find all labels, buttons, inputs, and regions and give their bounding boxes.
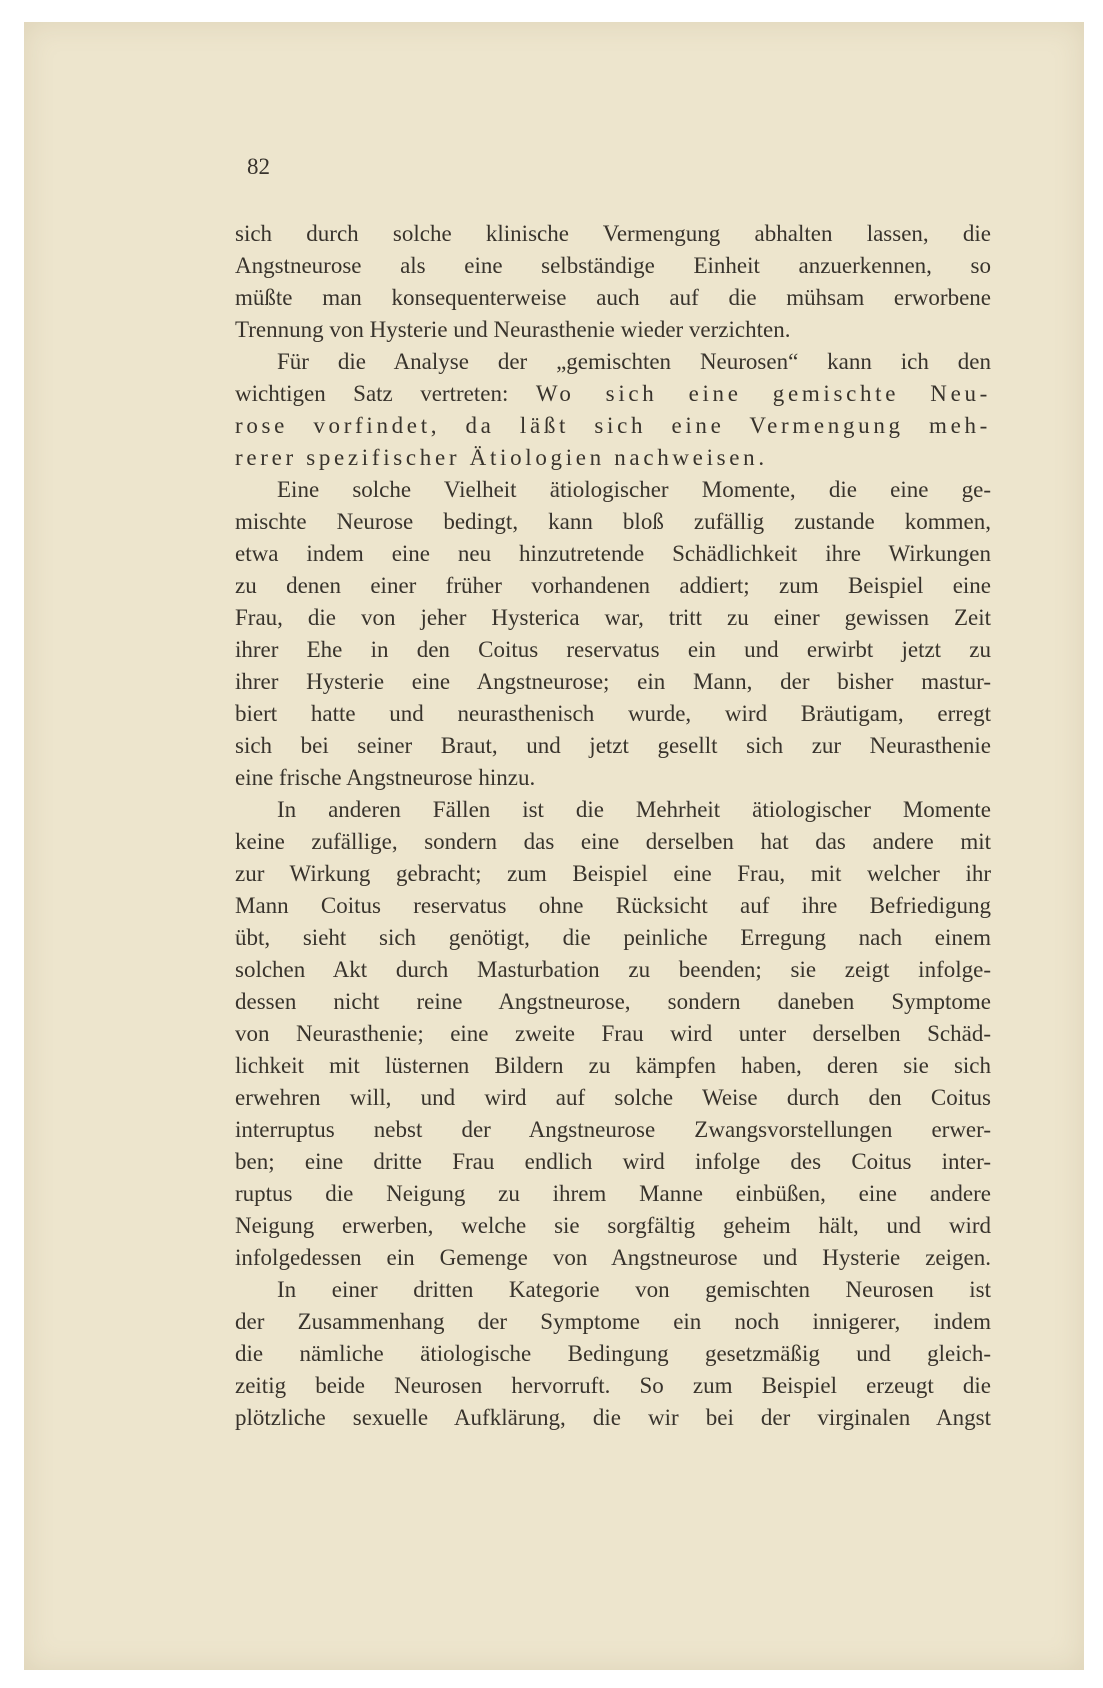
text-line [235,538,991,570]
text-line [235,890,991,922]
line-text: lichkeit mit lüsternen Bildern zu kämpfen haben, deren sie sich [235,1053,991,1078]
text-line [235,698,991,730]
text-line [235,1082,991,1114]
line-text: übt, sieht sich genötigt, die peinliche Erregung nach einem [235,925,991,950]
line-text: plötzliche sexuelle Aufklärung, die wir bei der virginalen Angst [235,1405,991,1430]
text-line [235,1242,991,1274]
text-line [235,826,991,858]
text-line [235,1018,991,1050]
line-text: sich durch solche klinische Vermengung abhalten lassen, die [235,221,991,246]
text-line [235,218,991,250]
body-text [235,218,991,1434]
line-text: zu denen einer früher vorhandenen addiert; zum Beispiel eine [235,573,991,598]
line-text: Mann Coitus reservatus ohne Rücksicht auf ihre Befriedigung [235,893,991,918]
line-text: Angstneurose als eine selbständige Einheit anzuerkennen, so [235,253,991,278]
line-text: die nämliche ätiologische Bedingung gesetzmäßig und gleich- [235,1341,991,1366]
text-line [235,858,991,890]
line-text: In einer dritten Kategorie von gemischten Neurosen ist [277,1277,991,1302]
text-line [235,250,991,282]
text-line [235,1114,991,1146]
line-text: dessen nicht reine Angstneurose, sondern daneben Symptome [235,989,991,1014]
page-number: 82 [247,154,270,179]
text-line [235,1274,991,1306]
text-line [235,442,991,474]
emphasized-text: Wo sich eine gemischte Neu- [535,381,991,406]
text-line [235,346,991,378]
text-line [235,570,991,602]
line-text: interruptus nebst der Angstneurose Zwangsvorstellungen erwer- [235,1117,991,1142]
text-line [235,730,991,762]
text-line [235,634,991,666]
line-text: Neigung erwerben, welche sie sorgfältig geheim hält, und wird [235,1213,991,1238]
line-text: Trennung von Hysterie und Neurasthenie wieder verzichten. [235,317,791,342]
text-line [235,1370,991,1402]
line-text: zur Wirkung gebracht; zum Beispiel eine Frau, mit welcher ihr [235,861,991,886]
line-text: ihrer Hysterie eine Angstneurose; ein Mann, der bisher mastur- [235,669,991,694]
text-line [235,794,991,826]
line-text: In anderen Fällen ist die Mehrheit ätiologischer Momente [277,797,991,822]
text-line [235,474,991,506]
text-line [235,1402,991,1434]
text-line [235,1338,991,1370]
text-line [235,954,991,986]
line-text: müßte man konsequenterweise auch auf die mühsam erworbene [235,285,991,310]
line-text: ruptus die Neigung zu ihrem Manne einbüßen, eine andere [235,1181,991,1206]
line-text: infolgedessen ein Gemenge von Angstneurose und Hysterie zeigen. [235,1245,991,1270]
line-text: von Neurasthenie; eine zweite Frau wird unter derselben Schäd- [235,1021,991,1046]
text-line [235,762,991,794]
line-text: ben; eine dritte Frau endlich wird infolge des Coitus inter- [235,1149,991,1174]
emphasized-text: rerer spezifischer Ätiologien nachweisen. [235,445,768,470]
line-text: wichtigen Satz vertreten: [235,381,536,406]
text-line [235,986,991,1018]
line-text: Für die Analyse der „gemischten Neurosen“ kann ich den [277,349,991,374]
line-text: der Zusammenhang der Symptome ein noch innigerer, indem [235,1309,991,1334]
text-line [235,314,991,346]
line-text: ihrer Ehe in den Coitus reservatus ein und erwirbt jetzt zu [235,637,991,662]
text-line [235,410,991,442]
text-line [235,378,991,410]
line-text: eine frische Angstneurose hinzu. [235,765,536,790]
line-text: erwehren will, und wird auf solche Weise durch den Coitus [235,1085,991,1110]
emphasized-text: rose vorfindet, da läßt sich eine Vermengung meh- [235,413,991,438]
line-text: mischte Neurose bedingt, kann bloß zufällig zustande kommen, [235,509,991,534]
line-text: Eine solche Vielheit ätiologischer Momente, die eine ge- [277,477,991,502]
line-text: zeitig beide Neurosen hervorruft. So zum Beispiel erzeugt die [235,1373,991,1398]
line-text: sich bei seiner Braut, und jetzt gesellt sich zur Neurasthenie [235,733,991,758]
text-line [235,1210,991,1242]
text-line [235,602,991,634]
text-line [235,666,991,698]
line-text: Frau, die von jeher Hysterica war, tritt zu einer gewissen Zeit [235,605,991,630]
text-line [235,1306,991,1338]
text-line [235,506,991,538]
text-line [235,1050,991,1082]
text-line [235,922,991,954]
text-line [235,1146,991,1178]
line-text: keine zufällige, sondern das eine derselben hat das andere mit [235,829,991,854]
text-line [235,1178,991,1210]
line-text: solchen Akt durch Masturbation zu beenden; sie zeigt infolge- [235,957,991,982]
line-text: biert hatte und neurasthenisch wurde, wird Bräutigam, erregt [235,701,991,726]
text-line [235,282,991,314]
line-text: etwa indem eine neu hinzutretende Schädlichkeit ihre Wirkungen [235,541,991,566]
